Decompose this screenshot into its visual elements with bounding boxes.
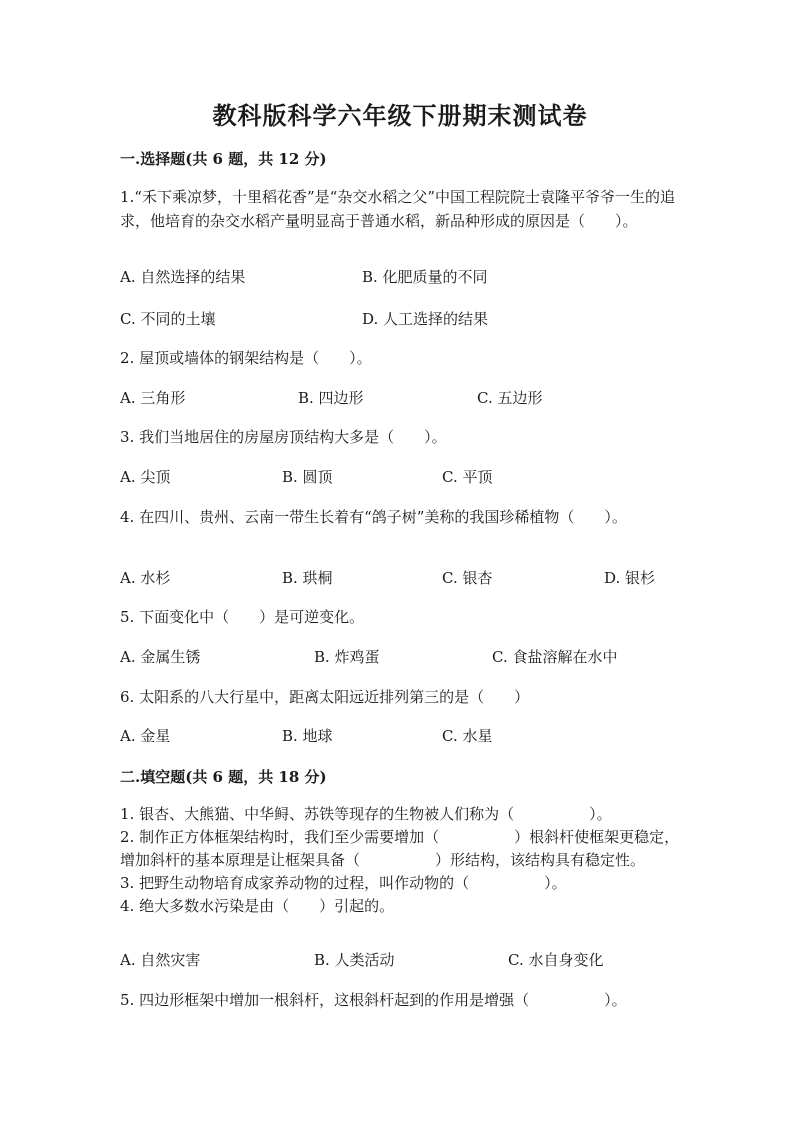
section-heading-choice: 一.选择题(共 6 题，共 12 分) — [120, 150, 327, 168]
option-q2-a: A. 三角形 — [120, 389, 186, 407]
option-q3-b: B. 圆顶 — [282, 468, 333, 486]
options-fill-q4 — [120, 948, 720, 972]
question-3: 3. 我们当地居住的房屋房顶结构大多是（ ）。 — [120, 428, 447, 446]
option-q3-a: A. 尖顶 — [120, 468, 171, 486]
question-1: 1.“禾下乘凉梦，十里稻花香”是“杂交水稻之父”中国工程院院士袁隆平爷爷一生的追求，他培育的杂交水稻产量明显高于普通水稻，新品种形成的原因是（ ）。 — [120, 188, 675, 230]
question-5: 5. 下面变化中（ ）是可逆变化。 — [120, 608, 365, 626]
option-q2-b: B. 四边形 — [298, 389, 364, 407]
options-q1-row2 — [120, 307, 720, 331]
fill-question-5: 5. 四边形框架中增加一根斜杆，这根斜杆起到的作用是增强（ ）。 — [120, 991, 627, 1009]
options-q5 — [120, 645, 720, 669]
option-q1-b: B. 化肥质量的不同 — [362, 268, 488, 286]
option-q5-b: B. 炸鸡蛋 — [314, 648, 380, 666]
option-q1-d: D. 人工选择的结果 — [362, 310, 489, 328]
option-q1-a: A. 自然选择的结果 — [120, 268, 246, 286]
options-q2 — [120, 386, 720, 410]
option-q1-c: C. 不同的土壤 — [120, 310, 216, 328]
question-6: 6. 太阳系的八大行星中，距离太阳远近排列第三的是（ ） — [120, 688, 530, 706]
options-q3 — [120, 465, 720, 489]
option-q2-c: C. 五边形 — [477, 389, 543, 407]
option-q6-a: A. 金星 — [120, 727, 171, 745]
option-q6-b: B. 地球 — [282, 727, 333, 745]
option-q3-c: C. 平顶 — [442, 468, 493, 486]
options-q4 — [120, 566, 720, 590]
exam-title: 教科版科学六年级下册期末测试卷 — [212, 101, 588, 130]
option-fill-q4-a: A. 自然灾害 — [120, 951, 201, 969]
option-fill-q4-c: C. 水自身变化 — [508, 951, 604, 969]
option-q5-c: C. 食盐溶解在水中 — [492, 648, 618, 666]
fill-question-4: 4. 绝大多数水污染是由（ ）引起的。 — [120, 897, 395, 915]
options-q6 — [120, 724, 720, 748]
question-4: 4. 在四川、贵州、云南一带生长着有“鸽子树”美称的我国珍稀植物（ ）。 — [120, 508, 627, 526]
options-q1-row1 — [120, 265, 720, 289]
option-q4-c: C. 银杏 — [442, 569, 493, 587]
question-2: 2. 屋顶或墙体的钢架结构是（ ）。 — [120, 349, 372, 367]
fill-question-3: 3. 把野生动物培育成家养动物的过程，叫作动物的（ ）。 — [120, 874, 567, 892]
fill-question-1: 1. 银杏、大熊猫、中华鲟、苏铁等现存的生物被人们称为（ ）。 — [120, 805, 612, 823]
option-q6-c: C. 水星 — [442, 727, 493, 745]
section-heading-fill: 二.填空题(共 6 题，共 18 分) — [120, 768, 327, 786]
fill-questions — [120, 803, 684, 918]
option-q4-d: D. 银杉 — [604, 569, 656, 587]
option-fill-q4-b: B. 人类活动 — [314, 951, 395, 969]
option-q5-a: A. 金属生锈 — [120, 648, 201, 666]
option-q4-b: B. 珙桐 — [282, 569, 333, 587]
option-q4-a: A. 水杉 — [120, 569, 171, 587]
fill-question-2: 2. 制作正方体框架结构时，我们至少需要增加（ ）根斜杆使框架更稳定，增加斜杆的基本原理是让框架具备（ ）形结构，该结构具有稳定性。 — [120, 828, 680, 869]
